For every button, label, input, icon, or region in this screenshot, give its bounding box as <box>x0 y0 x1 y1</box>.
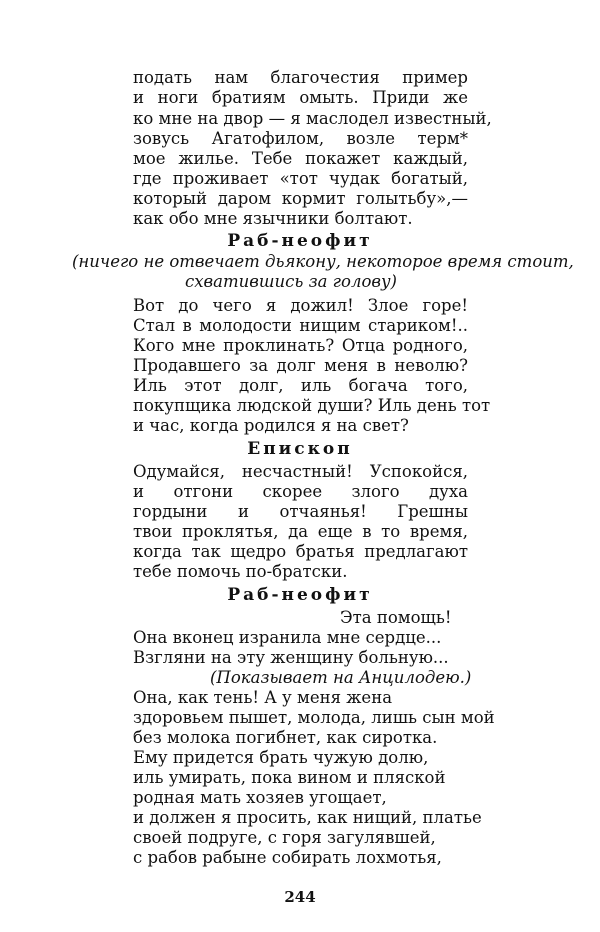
verse-line: когда так щедро братья предлагают <box>133 542 468 561</box>
stage-direction: (ничего не отвечает дьякону, некоторое время стоит, <box>72 252 574 271</box>
verse-line: и отгони скорее злого духа <box>133 482 468 501</box>
page-number: 244 <box>284 888 316 906</box>
verse-line: и ноги братиям омыть. Приди же <box>133 88 468 107</box>
verse-line: Вот до чего я дожил! Злое горе! <box>133 296 468 315</box>
verse-line: здоровьем пышет, молода, лишь сын мой <box>133 708 495 727</box>
verse-line: родная мать хозяев угощает, <box>133 788 387 807</box>
verse-line: без молока погибнет, как сиротка. <box>133 728 438 747</box>
verse-line: ко мне на двор — я маслодел известный, <box>133 109 492 128</box>
speaker-heading-bishop: Епископ <box>247 439 353 459</box>
verse-line: гордыни и отчаянья! Грешны <box>133 502 468 521</box>
verse-line: Взгляни на эту женщину больную... <box>133 648 449 667</box>
speaker-heading-slave: Раб-неофит <box>227 231 373 251</box>
verse-line: тебе помочь по-братски. <box>133 562 348 581</box>
stage-direction: (Показывает на Анцилодею.) <box>210 668 472 687</box>
indented-verse-line: Эта помощь! <box>340 608 452 627</box>
verse-line: Стал в молодости нищим стариком!.. <box>133 316 468 335</box>
speaker-heading-slave: Раб-неофит <box>227 585 373 605</box>
verse-line: с рабов рабыне собирать лохмотья, <box>133 848 442 867</box>
verse-line: как обо мне язычники болтают. <box>133 209 413 228</box>
verse-line: Одумайся, несчастный! Успокойся, <box>133 462 468 481</box>
verse-line: зовусь Агатофилом, возле терм* <box>133 129 468 148</box>
verse-line: и час, когда родился я на свет? <box>133 416 409 435</box>
stage-direction: схватившись за голову) <box>185 272 397 291</box>
verse-line: Ему придется брать чужую долю, <box>133 748 429 767</box>
verse-line: и должен я просить, как нищий, платье <box>133 808 482 827</box>
verse-line: Она вконец изранила мне сердце... <box>133 628 442 647</box>
verse-line: Она, как тень! А у меня жена <box>133 688 393 707</box>
verse-line: твои проклятья, да еще в то время, <box>133 522 468 541</box>
verse-line: иль умирать, пока вином и пляской <box>133 768 446 787</box>
verse-line: Иль этот долг, иль богача того, <box>133 376 468 395</box>
verse-line: Продавшего за долг меня в неволю? <box>133 356 468 375</box>
verse-line: который даром кормит голытьбу»,— <box>133 189 468 208</box>
verse-line: Кого мне проклинать? Отца родного, <box>133 336 468 355</box>
verse-line: где проживает «тот чудак богатый, <box>133 169 468 188</box>
verse-line: своей подруге, с горя загулявшей, <box>133 828 436 847</box>
verse-line: подать нам благочестия пример <box>133 68 468 87</box>
verse-line: мое жилье. Тебе покажет каждый, <box>133 149 468 168</box>
verse-line: покупщика людской души? Иль день тот <box>133 396 491 415</box>
